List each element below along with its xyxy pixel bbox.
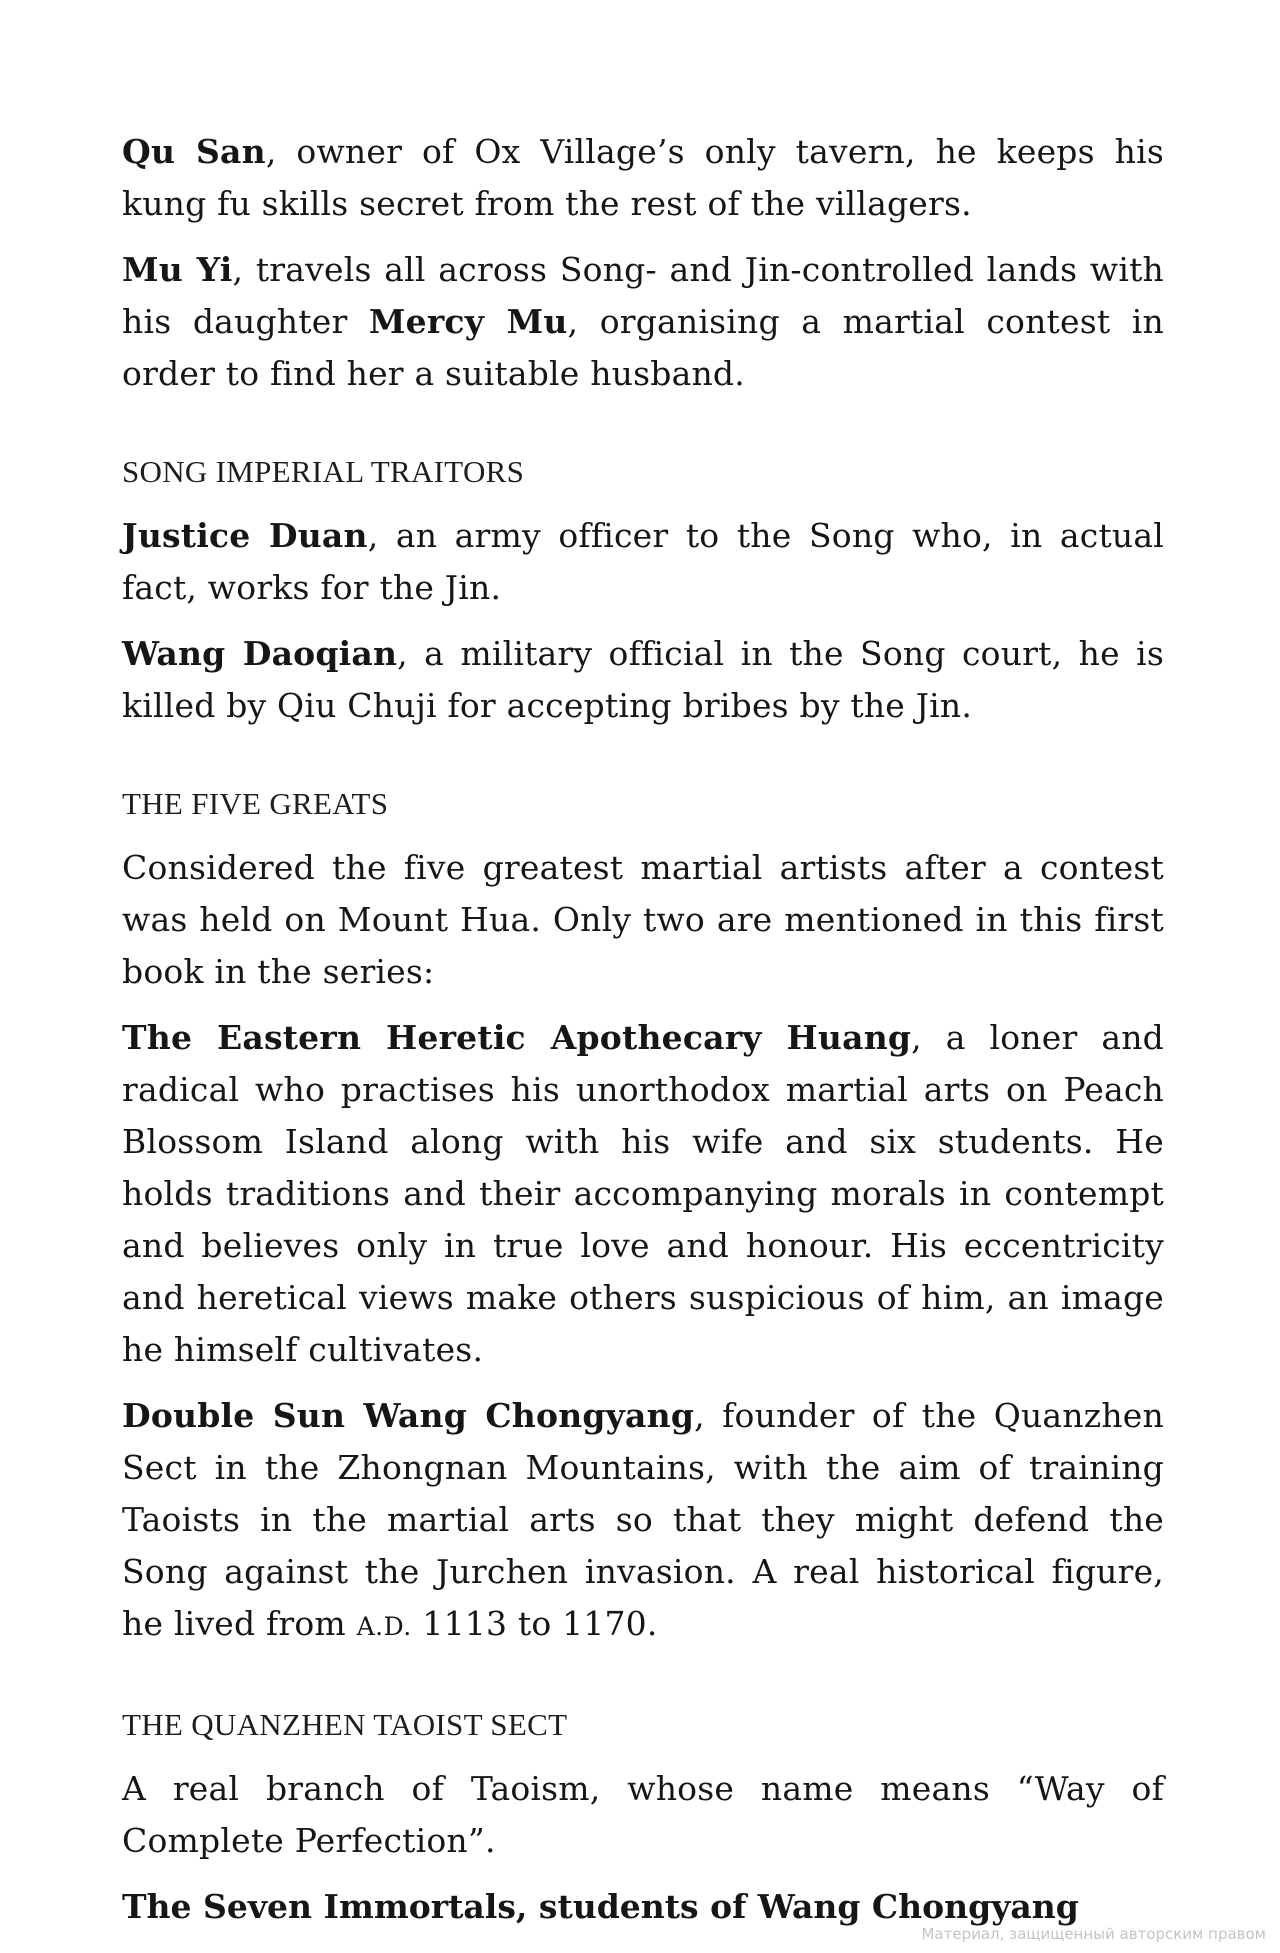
copyright-watermark: Материал, защищенный авторским правом	[921, 1925, 1266, 1943]
entry-text: , owner of Ox Village’s only tavern, he keeps his kung fu skills secret from the rest of the villagers.	[122, 132, 1164, 223]
entry-apothecary-huang	[122, 1012, 1164, 1376]
entry-text: , a loner and radical who practises his unorthodox martial arts on Peach Blossom Island along with his wife and six students. He holds traditions and their accompanying morals in contempt and believes only in true love and honour. His eccentricity and heretical views make others suspicious of him, an image he himself cultivates.	[122, 1018, 1164, 1369]
entry-text: , a military official in the Song court, he is killed by Qiu Chuji for accepting bribes by the Jin.	[122, 634, 1164, 725]
entry-name: Double Sun Wang Chongyang	[122, 1396, 695, 1435]
entry-text: 1113 to 1170.	[411, 1604, 658, 1643]
entry-mu-yi	[122, 244, 1164, 400]
subheading-seven-immortals: The Seven Immortals, students of Wang Chongyang	[122, 1887, 1079, 1926]
entry-name: Justice Duan	[122, 516, 368, 555]
entry-wang-daoqian	[122, 628, 1164, 732]
entry-justice-duan	[122, 510, 1164, 614]
entry-wang-chongyang	[122, 1390, 1164, 1653]
section-heading-five-greats: THE FIVE GREATS	[122, 786, 389, 821]
section-intro: A real branch of Taoism, whose name means “Way of Complete Perfection”.	[122, 1769, 1164, 1860]
section-heading-traitors: SONG IMPERIAL TRAITORS	[122, 454, 525, 489]
entry-name: Mu Yi	[122, 250, 233, 289]
section-heading-quanzhen: THE QUANZHEN TAOIST SECT	[122, 1707, 568, 1742]
entry-name: Qu San	[122, 132, 266, 171]
entry-name: The Eastern Heretic Apothecary Huang	[122, 1018, 912, 1057]
era-abbreviation: A.D.	[356, 1612, 412, 1641]
page-content	[122, 126, 1164, 1933]
entry-name-secondary: Mercy Mu	[368, 302, 568, 341]
entry-text: , founder of the Quanzhen Sect in the Zhongnan Mountains, with the aim of training Taoists in the martial arts so that they might defend the Song against the Jurchen invasion. A real historical figure, he lived from	[122, 1396, 1164, 1643]
entry-text: , travels all across Song- and Jin-controlled lands with his daughter	[122, 250, 1164, 341]
entry-qu-san	[122, 126, 1164, 230]
entry-text: , an army officer to the Song who, in actual fact, works for the Jin.	[122, 516, 1164, 607]
entry-text: , organising a martial contest in order to find her a suitable husband.	[122, 302, 1165, 393]
entry-name: Wang Daoqian	[122, 634, 398, 673]
section-intro: Considered the five greatest martial artists after a contest was held on Mount Hua. Only two are mentioned in this first book in the series:	[122, 848, 1164, 991]
